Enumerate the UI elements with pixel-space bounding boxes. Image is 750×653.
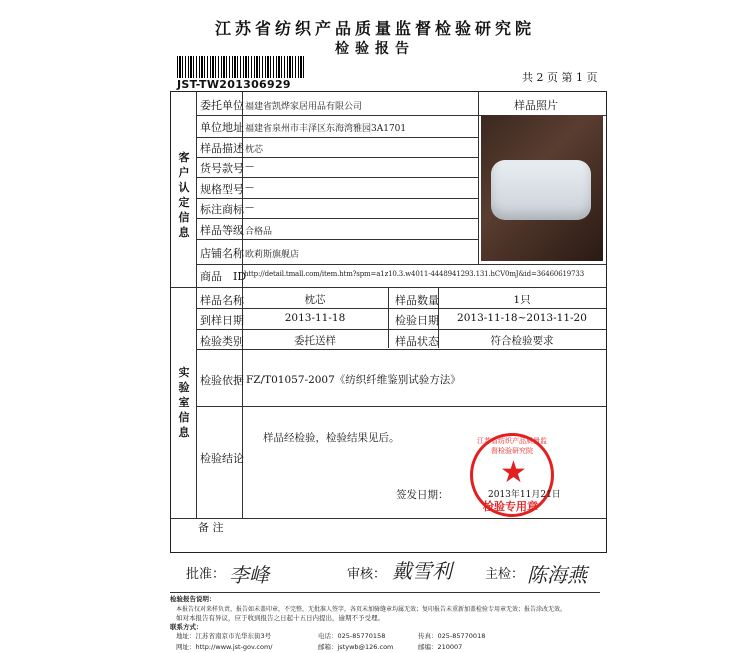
section-divider xyxy=(196,92,197,518)
report-title: 检验报告 xyxy=(335,41,415,57)
notes-line-1: 本报告仅对来样负责，报告如未盖印章，不完整，无批准人签字，各页未加骑缝章均属无效；复印报告未重新加盖检验专用章无效；报告涂改无效。 xyxy=(176,606,567,613)
pillow-image xyxy=(491,160,591,220)
contact-phone: 电话：025-85770158 xyxy=(318,632,386,640)
institute-name: 江苏省纺织产品质量监督检验研究院 xyxy=(214,19,535,38)
conclusion-label: 检验结论 xyxy=(200,452,244,465)
contact-fax: 传真：025-85770018 xyxy=(418,632,486,640)
photo-divider xyxy=(478,92,479,264)
description-value: 枕芯 xyxy=(245,145,264,155)
photo-label: 样品照片 xyxy=(514,99,558,112)
address-label: 单位地址 xyxy=(200,121,244,134)
address-value: 福建省泉州市丰泽区东海湾雅园3A1701 xyxy=(245,124,407,134)
chief-signature: 陈海燕 xyxy=(527,563,587,587)
issue-date: 2013年11月21日 xyxy=(488,490,561,500)
lab-mid-divider xyxy=(388,288,389,348)
spec-value: — xyxy=(245,183,254,193)
issue-label: 签发日期： xyxy=(396,489,449,501)
contact-title: 联系方式： xyxy=(170,623,203,631)
review-label: 审核： xyxy=(347,567,387,582)
category-value: 委托送样 xyxy=(294,335,336,347)
status-label: 样品状态 xyxy=(395,335,439,348)
quantity-label: 样品数量 xyxy=(395,294,439,307)
contact-website: 网址：http://www.jst-gov.com/ xyxy=(176,643,273,651)
conclusion-value: 样品经检验，检验结果见后。 xyxy=(263,432,400,444)
spec-label: 规格型号 xyxy=(200,183,244,196)
contact-address: 地址：江苏省南京市光华东街3号 xyxy=(176,632,272,640)
client-label: 委托单位 xyxy=(200,99,244,112)
basis-value: FZ/T01057-2007《纺织纤维鉴别试验方法》 xyxy=(246,374,461,386)
lab-section-title: 实 验 室 信 息 xyxy=(178,366,190,439)
approve-label: 批准： xyxy=(186,567,226,582)
notes-line-2: 如对本报告有异议，应于收到报告之日起十五日内提出，逾期不予受理。 xyxy=(176,614,384,622)
brand-value: — xyxy=(245,203,254,213)
item-no-label: 货号款号 xyxy=(200,162,244,175)
contact-email: 邮箱：jstywb@126.com xyxy=(318,643,394,651)
arrival-label: 到样日期 xyxy=(200,314,244,327)
description-label: 样品描述 xyxy=(200,142,244,155)
test-date-value: 2013-11-18~2013-11-20 xyxy=(457,312,587,324)
approve-signature: 李峰 xyxy=(229,563,269,587)
shop-value: 欧莉斯旗舰店 xyxy=(245,250,300,260)
client-value: 福建省凯烨家居用品有限公司 xyxy=(245,102,363,112)
barcode xyxy=(177,56,305,78)
shop-label: 店铺名称 xyxy=(200,247,244,260)
grade-value: 合格品 xyxy=(245,227,273,237)
brand-label: 标注商标 xyxy=(200,203,244,216)
category-label: 检验类别 xyxy=(200,335,244,348)
review-signature: 戴雪利 xyxy=(392,559,452,583)
remarks-label: 备 注 xyxy=(198,521,224,534)
sample-photo xyxy=(481,115,603,261)
stamp-arc-text: 江苏省纺织产品质量监督检验研究院 xyxy=(477,437,547,455)
contact-postcode: 邮编：210007 xyxy=(418,643,463,651)
page-info: 共 2 页 第 1 页 xyxy=(522,71,598,84)
quantity-value: 1只 xyxy=(513,294,531,306)
product-id-label: 商品 ID xyxy=(200,270,247,283)
sample-name-value: 枕芯 xyxy=(304,294,326,306)
product-id-value: http://detail.tmall.com/item.htm?spm=a1z10.3.w4011-4448941293.131.hCV0mJ&id=36460619733 xyxy=(244,270,585,278)
chief-label: 主检： xyxy=(485,567,525,582)
basis-label: 检验依据 xyxy=(200,374,244,387)
client-section-title: 客 户 认 定 信 息 xyxy=(178,151,190,239)
test-date-label: 检验日期 xyxy=(395,314,439,327)
status-value: 符合检验要求 xyxy=(490,335,554,347)
footer-divider xyxy=(170,592,600,593)
stamp-text: 检验专用章 xyxy=(483,500,538,513)
sample-name-label: 样品名称 xyxy=(200,294,244,307)
stamp-star-icon: ★ xyxy=(500,455,527,490)
report-number: JST-TW201306929 xyxy=(177,78,291,91)
grade-label: 样品等级 xyxy=(200,224,244,237)
arrival-value: 2013-11-18 xyxy=(284,312,346,324)
notes-title: 检验报告说明： xyxy=(170,595,216,603)
item-no-value: — xyxy=(245,162,254,172)
